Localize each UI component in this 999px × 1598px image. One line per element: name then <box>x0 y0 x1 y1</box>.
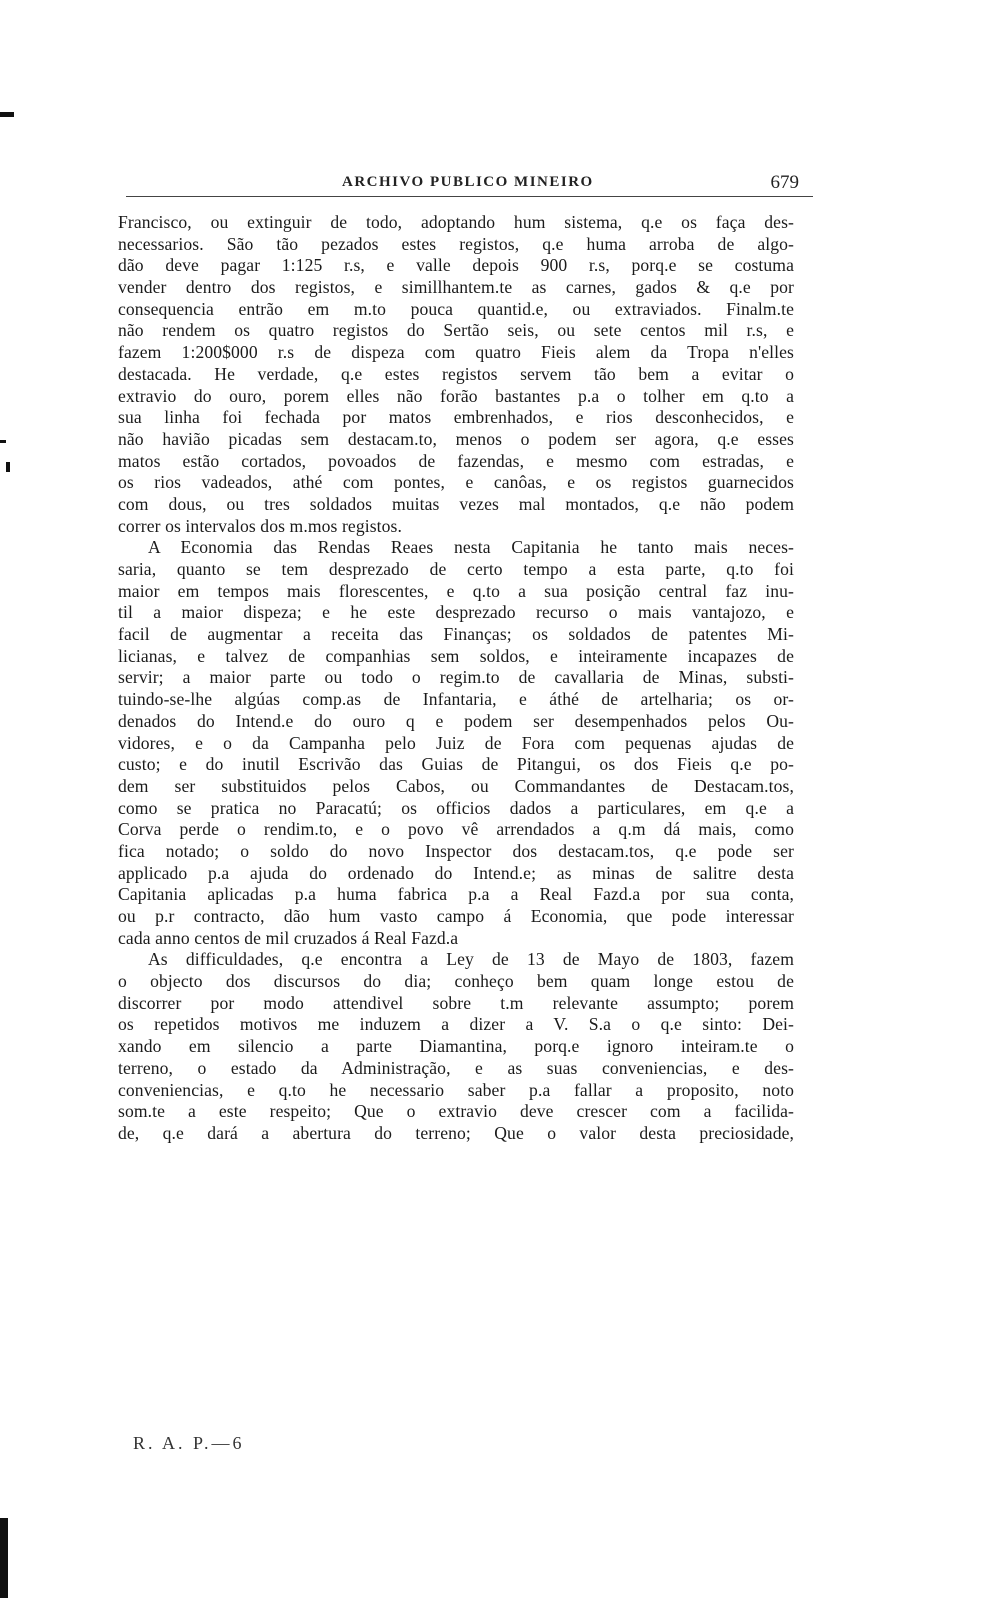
text-line: Francisco, ou extinguir de todo, adoptando hum sistema, q.e os faça des- <box>118 212 794 232</box>
text-line: matos estão cortados, povoados de fazendas, e mesmo com estradas, e <box>118 450 794 471</box>
text-line: vender dentro dos registos, e simillhantem.te as carnes, gados & q.e por <box>118 277 794 298</box>
text-line: os repetidos motivos me induzem a dizer a V. S.a o q.e sinto: Dei- <box>118 1014 794 1035</box>
text-line: discorrer por modo attendivel sobre t.m relevante assumpto; porem <box>118 992 794 1013</box>
header-rule <box>126 196 813 197</box>
text-line: As difficuldades, q.e encontra a Ley de 13 de Mayo de 1803, fazem <box>148 949 794 970</box>
text-line: destacada. He verdade, q.e estes registos servem tão bem a evitar o <box>118 363 794 384</box>
text-line: dão deve pagar 1:125 r.s, e valle depois 900 r.s, porq.e se costuma <box>118 255 794 276</box>
text-line: facil de augmentar a receita das Finanças; os soldados de patentes Mi- <box>118 624 794 645</box>
text-line: os rios vadeados, athé com pontes, e canôas, e os registos guarnecidos <box>118 472 794 493</box>
body-text <box>118 212 794 1145</box>
running-header <box>118 170 813 200</box>
text-line: o objecto dos discursos do dia; conheço bem quam longe estou de <box>118 971 794 992</box>
left-edge-mark <box>0 1518 8 1598</box>
text-line: correr os intervalos dos m.mos registos. <box>118 515 402 536</box>
text-line: tuindo-se-lhe algúas comp.as de Infantaria, e áthé de artelharia; os or- <box>118 689 794 710</box>
text-line: Corva perde o rendim.to, e o povo vê arrendados a q.m dá mais, como <box>118 819 794 840</box>
text-line: como se pratica no Paracatú; os officios dados a particulares, em q.e a <box>118 797 794 818</box>
text-line: não rendem os quatro registos do Sertão seis, ou sete centos mil r.s, e <box>118 320 794 341</box>
text-line: fica notado; o soldo do novo Inspector dos destacam.tos, q.e pode ser <box>118 840 794 861</box>
text-line: maior em tempos mais florescentes, e q.to a sua posição central faz inu- <box>118 580 794 601</box>
left-edge-mark <box>0 112 14 117</box>
text-line: vidores, e o da Campanha pelo Juiz de Fora com pequenas ajudas de <box>118 732 794 753</box>
text-line: licianas, e talvez de companhias sem soldos, e inteiramente incapazes de <box>118 645 794 666</box>
text-line: til a maior dispeza; e he este desprezado recurso o mais vantajozo, e <box>118 602 794 623</box>
text-line: extravio do ouro, porem elles não forão bastantes p.a o tolher em q.to a <box>118 385 794 406</box>
header-title: ARCHIVO PUBLICO MINEIRO <box>342 174 594 190</box>
text-line: Capitania aplicadas p.a huma fabrica p.a a Real Fazd.a por sua conta, <box>118 884 794 905</box>
text-line: A Economia das Rendas Reaes nesta Capitania he tanto mais neces- <box>148 537 794 558</box>
text-line: custo; e do inutil Escrivão das Guias de Pitangui, os dos Fieis q.e po- <box>118 754 794 775</box>
text-line: com dous, ou tres soldados muitas vezes mal montados, q.e não podem <box>118 493 794 514</box>
text-line: ou p.r contracto, dão hum vasto campo á Economia, que pode interessar <box>118 906 794 926</box>
text-line: necessarios. São tão pezados estes registos, q.e huma arroba de algo- <box>118 233 794 254</box>
text-line: de, q.e dará a abertura do terreno; Que o valor desta preciosidade, <box>118 1122 794 1143</box>
text-line: fazem 1:200$000 r.s de dispeza com quatro Fieis alem da Tropa n'elles <box>118 342 794 363</box>
text-line: conveniencias, e q.to he necessario saber p.a fallar a proposito, noto <box>118 1079 794 1100</box>
text-line: consequencia entrão em m.to pouca quantid.e, ou extraviados. Finalm.te <box>118 298 794 319</box>
text-line: applicado p.a ajuda do ordenado do Intend.e; as minas de salitre desta <box>118 862 794 883</box>
text-line: som.te a este respeito; Que o extravio deve crescer com a facilida- <box>118 1101 794 1122</box>
text-line: dem ser substituidos pelos Cabos, ou Commandantes de Destacam.tos, <box>118 775 794 796</box>
text-line: terreno, o estado da Administração, e as suas conveniencias, e des- <box>118 1057 794 1078</box>
page-number: 679 <box>770 172 799 193</box>
text-line: servir; a maior parte ou todo o regim.to de cavallaria de Minas, substi- <box>118 667 794 688</box>
signature-mark: R. A. P.—6 <box>133 1433 245 1453</box>
left-edge-mark <box>6 462 10 472</box>
text-line: denados do Intend.e do ouro q e podem ser desempenhados pelos Ou- <box>118 710 794 731</box>
text-line: não havião picadas sem destacam.to, menos o podem ser agora, q.e esses <box>118 428 794 449</box>
left-edge-mark <box>0 440 6 443</box>
text-line: xando em silencio a parte Diamantina, porq.e ignoro inteiram.te o <box>118 1036 794 1057</box>
text-line: cada anno centos de mil cruzados á Real Fazd.a <box>118 927 459 948</box>
text-line: saria, quanto se tem desprezado de certo tempo a esta parte, q.to foi <box>118 559 794 579</box>
text-line: sua linha foi fechada por matos embrenhados, e rios desconhecidos, e <box>118 407 794 428</box>
